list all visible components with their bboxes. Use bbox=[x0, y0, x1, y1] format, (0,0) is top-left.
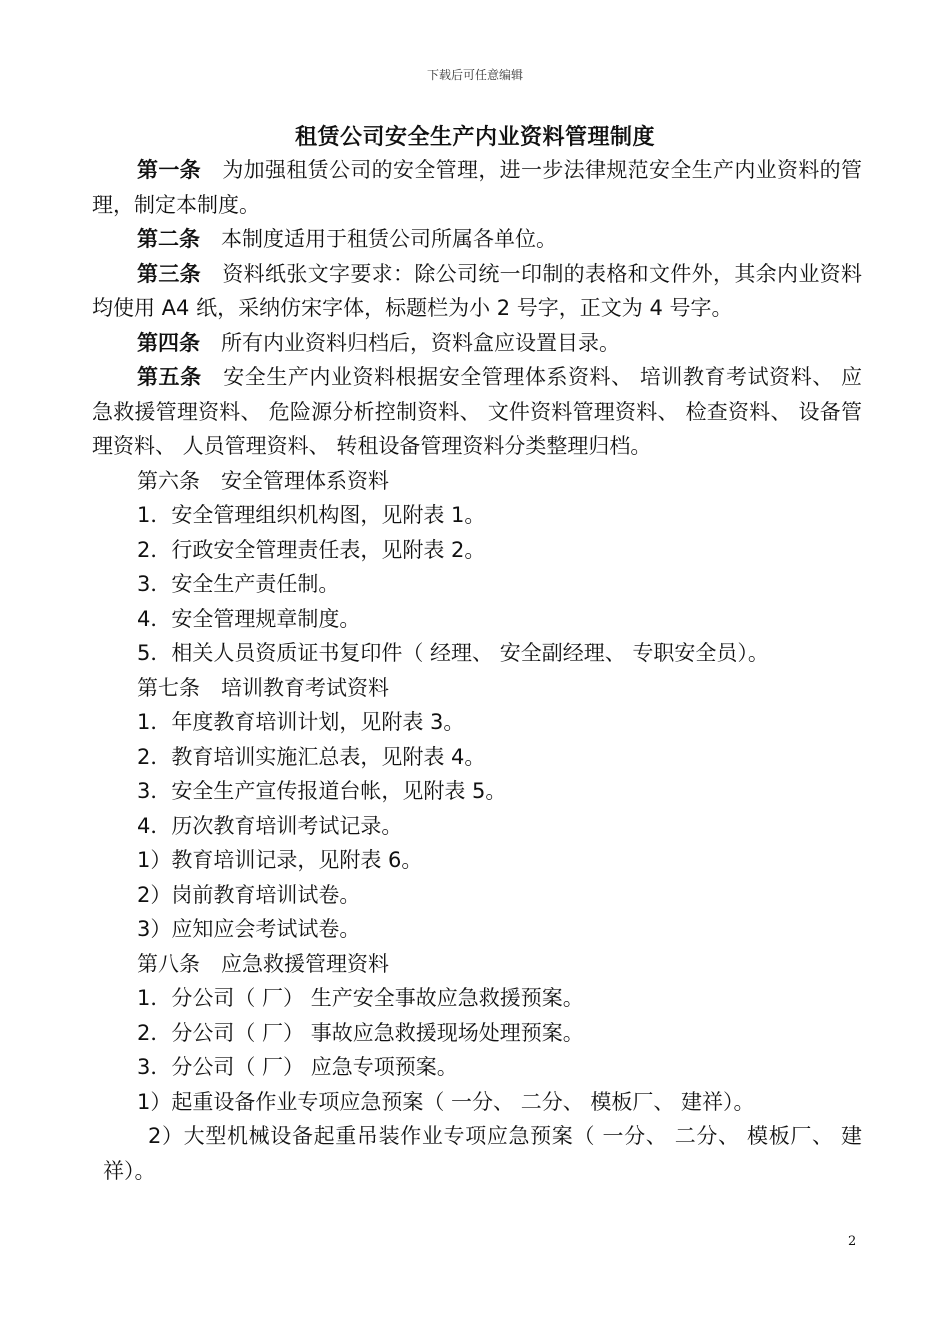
article-text: 安全管理体系资料 bbox=[221, 468, 389, 493]
page-header: 下载后可任意编辑 bbox=[426, 68, 523, 82]
article-text: 本制度适用于租赁公司所属各单位。 bbox=[221, 227, 557, 251]
list-item: 1．安全管理组织机构图，见附表 1。 bbox=[137, 503, 486, 527]
list-item: 4．历次教育培训考试记录。 bbox=[137, 813, 403, 838]
article-text: 所有内业资料归档后，资料盒应设置目录。 bbox=[221, 330, 620, 355]
list-item: 3）应知应会考试试卷。 bbox=[137, 917, 361, 941]
article-label: 第六条 bbox=[137, 468, 200, 493]
article-text: 为加强租赁公司的安全管理，进一步法律规范安全生产内业资料的管理，制定本制度。 bbox=[92, 158, 863, 217]
article-7 bbox=[92, 671, 862, 706]
article-text: 资料纸张文字要求：除公司统一印制的表格和文件外，其余内业资料均使用 A4 纸，采纳仿宋字体，标题栏为小 2 号字，正文为 4 号字。 bbox=[92, 261, 863, 320]
article-text: 安全生产内业资料根据安全管理体系资料、 培训教育考试资料、 应急救援管理资料、 危险源分析控制资料、 文件资料管理资料、 检查资料、 设备管理资料、 人员管理资料、 转租设备管理资料分类整理归档。 bbox=[92, 365, 863, 458]
article-1 bbox=[92, 153, 862, 222]
document-title: 租赁公司安全生产内业资料管理制度 bbox=[294, 125, 655, 150]
list-item: 3．安全生产责任制。 bbox=[137, 572, 340, 596]
article-label: 第二条 bbox=[137, 227, 200, 251]
article-label: 第三条 bbox=[137, 261, 201, 286]
list-item: 2．行政安全管理责任表，见附表 2。 bbox=[137, 537, 486, 562]
article-3 bbox=[92, 257, 862, 326]
list-item: 1）起重设备作业专项应急预案（ 一分、 二分、 模板厂、 建祥）。 bbox=[137, 1089, 755, 1114]
article-label: 第五条 bbox=[137, 365, 202, 389]
article-5 bbox=[92, 360, 862, 464]
list-item: 1．年度教育培训计划，见附表 3。 bbox=[137, 710, 465, 734]
list-item: 3．分公司（ 厂） 应急专项预案。 bbox=[137, 1055, 458, 1079]
list-item: 2）大型机械设备起重吊装作业专项应急预案（ 一分、 二分、 模板厂、 建祥）。 bbox=[103, 1124, 862, 1183]
list-item: 1．分公司（ 厂） 生产安全事故应急救援预案。 bbox=[137, 986, 584, 1010]
list-item: 4．安全管理规章制度。 bbox=[137, 606, 361, 631]
article-4 bbox=[92, 326, 862, 361]
list-item: 3．安全生产宣传报道台帐，见附表 5。 bbox=[137, 779, 507, 803]
page-number: 2 bbox=[848, 1234, 857, 1249]
article-2 bbox=[92, 222, 862, 257]
article-6 bbox=[92, 464, 862, 499]
article-label: 第八条 bbox=[137, 951, 200, 976]
document-body bbox=[92, 153, 862, 1188]
article-text: 培训教育考试资料 bbox=[221, 675, 389, 700]
list-item: 2）岗前教育培训试卷。 bbox=[137, 882, 361, 907]
article-8 bbox=[92, 947, 862, 982]
article-label: 第一条 bbox=[137, 158, 201, 182]
list-item: 5．相关人员资质证书复印件（ 经理、 安全副经理、 专职安全员）。 bbox=[137, 641, 769, 665]
article-text: 应急救援管理资料 bbox=[221, 951, 389, 976]
article-label: 第七条 bbox=[137, 675, 200, 700]
article-label: 第四条 bbox=[137, 330, 200, 355]
list-item: 2．分公司（ 厂） 事故应急救援现场处理预案。 bbox=[137, 1020, 584, 1045]
list-item: 1）教育培训记录，见附表 6。 bbox=[137, 848, 423, 872]
list-item: 2．教育培训实施汇总表，见附表 4。 bbox=[137, 744, 486, 769]
